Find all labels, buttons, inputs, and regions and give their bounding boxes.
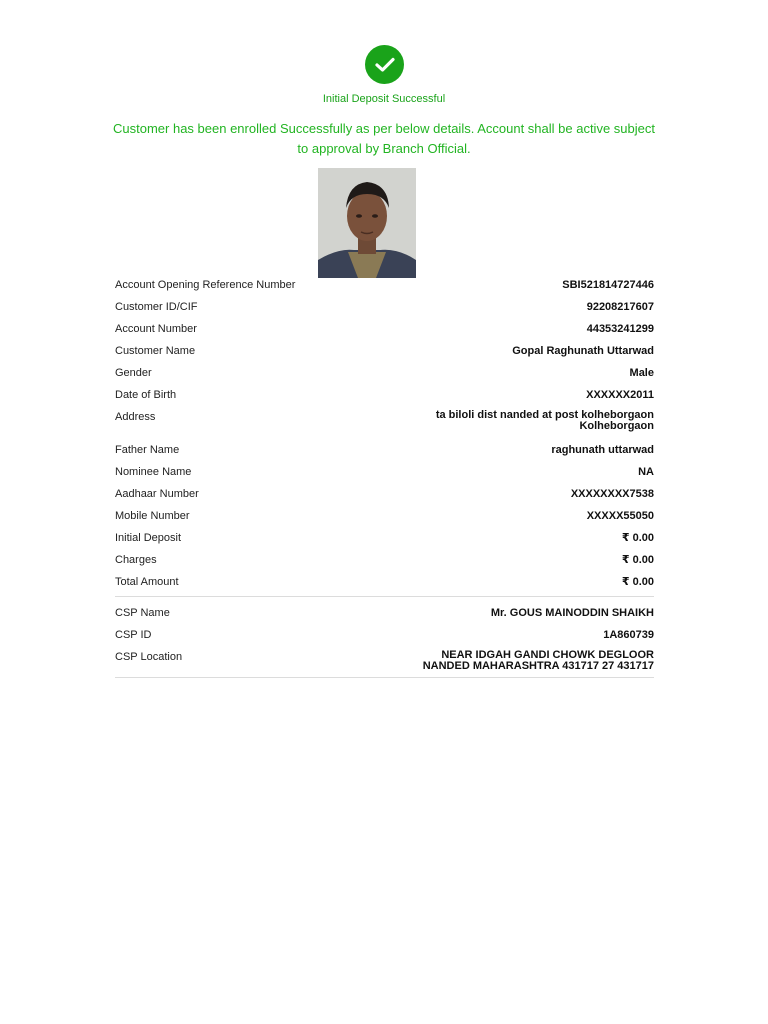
detail-label: CSP Location [115, 651, 183, 663]
detail-label: Mobile Number [115, 510, 190, 522]
detail-value: ₹ 0.00 [621, 532, 654, 544]
csp-location-line-2: NANDED MAHARASHTRA 431717 27 431717 [422, 660, 654, 672]
detail-label: Initial Deposit [115, 532, 182, 544]
detail-value: ₹ 0.00 [621, 554, 654, 566]
detail-value: Mr. GOUS MAINODDIN SHAIKH [490, 607, 654, 619]
status-title: Initial Deposit Successful [322, 93, 446, 105]
detail-value: XXXXXX2011 [586, 389, 654, 401]
detail-label: Father Name [115, 444, 180, 456]
detail-label: Nominee Name [115, 466, 192, 478]
bottom-divider [115, 677, 654, 678]
detail-row-address [115, 409, 654, 442]
details-panel [115, 277, 654, 678]
detail-value: SBI521814727446 [562, 279, 654, 291]
detail-label: Charges [115, 554, 157, 566]
detail-value: NA [638, 466, 654, 478]
detail-row-initial-deposit [115, 530, 654, 552]
success-badge [365, 45, 404, 84]
detail-row-reference-number [115, 277, 654, 299]
detail-label: CSP Name [115, 607, 170, 619]
detail-value: XXXXX55050 [586, 510, 654, 522]
detail-label: Customer ID/CIF [115, 301, 198, 313]
detail-value: raghunath uttarwad [551, 444, 654, 456]
detail-row-aadhaar-number [115, 486, 654, 508]
detail-row-customer-id [115, 299, 654, 321]
detail-value: 92208217607 [586, 301, 654, 313]
check-icon [375, 57, 395, 73]
detail-label: Address [115, 411, 156, 423]
detail-label: Customer Name [115, 345, 196, 357]
detail-row-gender [115, 365, 654, 387]
detail-value: 44353241299 [586, 323, 654, 335]
customer-details-list [115, 277, 654, 596]
detail-row-account-number [115, 321, 654, 343]
detail-row-total-amount [115, 574, 654, 596]
detail-value: ₹ 0.00 [621, 576, 654, 588]
address-line-2: Kolheborgaon [579, 420, 654, 432]
detail-row-father-name [115, 442, 654, 464]
detail-row-nominee-name [115, 464, 654, 486]
detail-label: Aadhaar Number [115, 488, 199, 500]
detail-row-charges [115, 552, 654, 574]
detail-row-date-of-birth [115, 387, 654, 409]
detail-value: XXXXXXXX7538 [570, 488, 654, 500]
detail-row-csp-id [115, 627, 654, 649]
detail-label: Total Amount [115, 576, 179, 588]
detail-row-mobile-number [115, 508, 654, 530]
detail-value: 1A860739 [603, 629, 654, 641]
detail-label: Account Opening Reference Number [115, 279, 296, 291]
detail-row-customer-name [115, 343, 654, 365]
csp-details-list [115, 605, 654, 677]
detail-row-csp-name [115, 605, 654, 627]
section-divider [115, 596, 654, 597]
detail-row-csp-location [115, 649, 654, 677]
detail-label: Gender [115, 367, 152, 379]
detail-label: Date of Birth [115, 389, 177, 401]
customer-photo [318, 168, 416, 278]
detail-label: CSP ID [115, 629, 152, 641]
enrollment-message: Customer has been enrolled Successfully as per below details. Account shall be active subject to approval by Branch Official. [113, 121, 655, 156]
detail-value: Male [629, 367, 654, 379]
detail-label: Account Number [115, 323, 197, 335]
detail-value [436, 409, 654, 432]
address-line-1: ta biloli dist nanded at post kolheborgaon [435, 409, 654, 421]
detail-value: Gopal Raghunath Uttarwad [512, 345, 654, 357]
csp-location-line-1: NEAR IDGAH GANDI CHOWK DEGLOOR [441, 649, 654, 661]
detail-value [423, 649, 654, 672]
